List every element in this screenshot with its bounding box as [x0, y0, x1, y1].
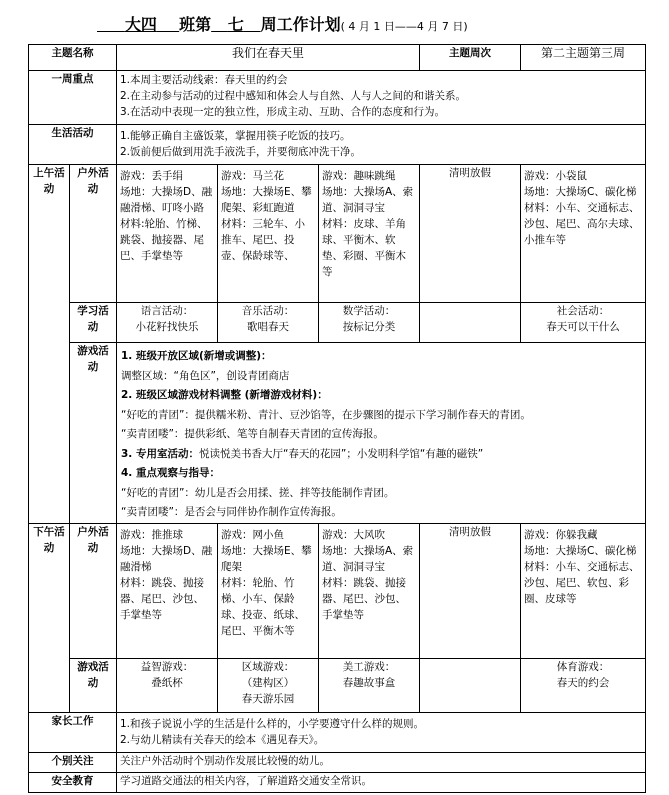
weekly-plan-table — [28, 44, 646, 793]
class-label: 班第 — [179, 15, 212, 34]
individual-label: 个别关注 — [29, 752, 117, 772]
game-section-title: 2. 班级区域游戏材料调整 (新增游戏材料)： — [121, 389, 328, 401]
safety-content: 学习道路交通法的相关内容，了解道路交通安全常识。 — [117, 772, 646, 792]
morning-study-cell: 音乐活动： 歌唱春天 — [218, 303, 319, 343]
morning-outdoor-label: 户外活动 — [70, 165, 117, 303]
parent-work-label: 家长工作 — [29, 712, 117, 752]
afternoon-game-empty — [420, 658, 521, 712]
afternoon-outdoor-cell: 游戏：大风吹 场地：大操场A、索道、洞洞寻宝 材料：跳袋、抛接器、尾巴、沙包、手掌垫等 — [319, 523, 420, 658]
weekly-focus-line: 1.本周主要活动线索：春天里的约会 — [120, 74, 288, 86]
weekly-focus-line: 2.在主动参与活动的过程中感知和体会人与自然、人与人之间的和谐关系。 — [120, 90, 467, 102]
morning-game-content: 1. 班级开放区域(新增或调整)： 调整区域：“角色区”，创设青团商店 2. 班级区域游戏材料调整 (新增游戏材料)： “好吃的青团”：提供糯米粉、青汁、豆沙馅等，在步骤图的提示下学习制作春天的青团。 “卖青团喽”：提供彩纸、笔等自制春天青团的宣传海报。 3. 专用室活动：悦读悦美书香大厅“春天的花园”；小发明科学馆“有趣的磁铁” 4. 重点观察与指导： “好吃的青团”：幼儿是否会用揉、搓、拌等技能制作青团。 “卖青团喽”：是否会与同伴协作制作宣传海报。 — [117, 343, 646, 524]
morning-study-label: 学习活动 — [70, 303, 117, 343]
afternoon-outdoor-cell: 游戏：推推球 场地：大操场D、融融滑梯 材料：跳袋、抛接器、尾巴、沙包、手掌垫等 — [117, 523, 218, 658]
morning-study-empty — [420, 303, 521, 343]
morning-study-cell: 社会活动： 春天可以干什么 — [521, 303, 646, 343]
afternoon-label: 下午活动 — [29, 523, 70, 712]
afternoon-outdoor-cell: 游戏：你躲我藏 场地：大操场C、碳化梯 材料：小车、交通标志、沙包、尾巴、软包、彩圈、皮球等 — [521, 523, 646, 658]
theme-week-value: 第二主题第三周 — [521, 45, 646, 71]
afternoon-outdoor-cell: 游戏：网小鱼 场地：大操场E、攀爬架 材料：轮胎、竹梯、小车、保龄球、投壶、纸球、尾巴、平衡木等 — [218, 523, 319, 658]
morning-label: 上午活动 — [29, 165, 70, 524]
life-activity-content — [117, 125, 646, 165]
individual-row — [29, 752, 646, 772]
morning-study-cell: 语言活动： 小花籽找快乐 — [117, 303, 218, 343]
afternoon-game-cell: 美工游戏： 春趣故事盒 — [319, 658, 420, 712]
theme-week-label: 主题周次 — [420, 45, 521, 71]
game-section-title: 3. 专用室活动： — [121, 447, 199, 460]
grade-field: 大四 — [124, 15, 157, 34]
morning-game-label: 游戏活动 — [70, 343, 117, 524]
safety-label: 安全教育 — [29, 772, 117, 792]
weekly-focus-label: 一周重点 — [29, 71, 117, 125]
life-activity-line: 2.饭前便后做到用洗手液洗手，并要彻底冲洗干净。 — [120, 146, 362, 158]
morning-study-cell: 数学活动： 按标记分类 — [319, 303, 420, 343]
individual-content: 关注户外活动时个别动作发展比较慢的幼儿。 — [117, 752, 646, 772]
afternoon-game-cell: 体育游戏： 春天的约会 — [521, 658, 646, 712]
game-section-title: 4. 重点观察与指导： — [121, 467, 220, 479]
game-section-title: 1. 班级开放区域(新增或调整)： — [121, 350, 272, 362]
afternoon-game-label: 游戏活动 — [70, 658, 117, 712]
weekly-focus-row — [29, 71, 646, 125]
date-range: ( 4 月 1 日——4 月 7 日) — [340, 20, 468, 33]
parent-work-line: 2.与幼儿精读有关春天的绘本《遇见春天》。 — [120, 733, 325, 746]
afternoon-game-cell: 区域游戏： （建构区） 春天游乐园 — [218, 658, 319, 712]
weekly-focus-content — [117, 71, 646, 125]
morning-study-row — [29, 303, 646, 343]
weekly-focus-line: 3.在活动中表现一定的独立性，形成主动、互助、合作的态度和行为。 — [120, 106, 446, 118]
morning-outdoor-cell: 游戏：丢手绢 场地：大操场D、融融滑梯、叮咚小路 材料:轮胎、竹梯、跳袋、抛接器、尾巴、手掌垫等 — [117, 165, 218, 303]
life-activity-row — [29, 125, 646, 165]
week-field: 七 — [227, 15, 244, 34]
parent-work-row — [29, 712, 646, 752]
life-activity-label: 生活活动 — [29, 125, 117, 165]
morning-outdoor-holiday: 清明放假 — [420, 165, 521, 303]
parent-work-content — [117, 712, 646, 752]
morning-outdoor-cell: 游戏：小袋鼠 场地：大操场C、碳化梯 材料：小车、交通标志、沙包、尾巴、高尔夫球、小推车等 — [521, 165, 646, 303]
safety-row — [29, 772, 646, 792]
morning-outdoor-cell: 游戏：马兰花 场地：大操场E、攀爬架、彩虹跑道 材料：三轮车、小推车、尾巴、投壶、保龄球等、 — [218, 165, 319, 303]
theme-name-value: 我们在春天里 — [117, 45, 420, 71]
afternoon-outdoor-label: 户外活动 — [70, 523, 117, 658]
life-activity-line: 1.能够正确自主盛饭菜，掌握用筷子吃饭的技巧。 — [120, 130, 351, 142]
afternoon-outdoor-holiday: 清明放假 — [420, 523, 521, 658]
morning-outdoor-row — [29, 165, 646, 303]
afternoon-game-row — [29, 658, 646, 712]
morning-outdoor-cell: 游戏：趣味跳绳 场地：大操场A、索道、洞洞寻宝 材料：皮球、羊角球、平衡木、软垫、彩圈、平衡木等 — [319, 165, 420, 303]
theme-row — [29, 45, 646, 71]
morning-game-row — [29, 343, 646, 524]
afternoon-outdoor-row — [29, 523, 646, 658]
title-suffix: 周工作计划 — [260, 15, 341, 34]
theme-name-label: 主题名称 — [29, 45, 117, 71]
parent-work-line: 1.和孩子说说小学的生活是什么样的，小学要遵守什么样的规则。 — [120, 717, 425, 730]
afternoon-game-cell: 益智游戏： 叠纸杯 — [117, 658, 218, 712]
